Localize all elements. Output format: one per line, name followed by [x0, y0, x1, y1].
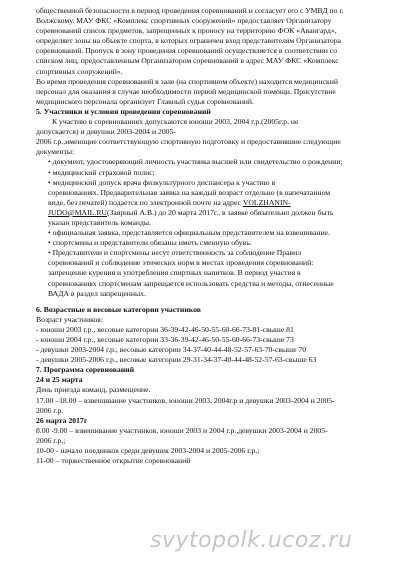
- email-link[interactable]: JUDO@MAIL.RU: [48, 207, 107, 217]
- section-heading: 5. Участники и условия проведения соревнований: [36, 106, 211, 116]
- email-link[interactable]: VOLZHANIN-: [242, 197, 291, 207]
- text-line: ВАДА в раздел запрещенных.: [48, 288, 146, 298]
- text-line: определяет зоны на объекте спорта, в которых ограничен вход представителям Организатора: [36, 36, 341, 46]
- document-page: [36, 6, 376, 466]
- text-line: общественной безопасности в период проведения соревнований и согласует его с УМВД по г.: [36, 6, 344, 15]
- program-date: 24 и 25 марта: [36, 375, 83, 385]
- category-line: - юноши 2004 г.р., весовые категории 33-36-39-42-46-50-55-60-66-73-свыше 73: [36, 335, 294, 344]
- section-participants: [36, 107, 376, 299]
- text-line: запрещение курения и употребления спиртных напитков. В период участия в: [48, 268, 301, 278]
- text-line: Волжскому. МАУ ФКС «Комплекс спортивных сооружений» предоставляет Организатору: [36, 16, 332, 26]
- bullet-item: • Представители и спортсмены несут ответственность за соблюдение Правил: [48, 248, 302, 258]
- bullet-item: • медицинский допуск врача физкультурного диспансера к участию в: [48, 177, 276, 187]
- text-line: медицинского персонала организует Главный судья соревнований.: [36, 96, 254, 106]
- text-line: документы:: [36, 147, 75, 157]
- section-categories: [36, 305, 376, 366]
- text-line: соревнований список предметов, запрещенных к проносу на территорию ФОК «Авангард»,: [36, 26, 337, 36]
- text-line: 11-00 – торжественное открытие соревнований: [36, 456, 191, 466]
- text-line: списком лиц, предоставленным Организатором соревнований в адрес МАУ ФКС «Комплекс: [36, 56, 339, 66]
- text-line: [36, 198, 376, 208]
- paragraph-safety: [36, 6, 376, 107]
- text-line: указан представитель команды.: [48, 217, 151, 227]
- text-line: Во время проведения соревнований в зале (на спортивном объекте) находится медицинский: [36, 76, 338, 86]
- text-line: 17.00 –18.00 – взвешивание участников, юноши 2003, 2004г.р и девушки 2003-2004 и 2005-: [36, 395, 335, 405]
- text-span: (Заярный А.В.) до 20 марта 2017г., в заявке обязательно должен быть: [106, 207, 334, 217]
- text-line: 2006 г.р.;: [36, 435, 66, 445]
- text-span: виде, без печатей) подается по электронной почте на адрес: [48, 197, 241, 207]
- section-program: [36, 365, 376, 466]
- watermark: svytopolk.ucoz.ru: [150, 528, 353, 553]
- text-line: соревнованиях. Предварительная заявка на каждый возраст отдельно (в напечатанном: [48, 187, 331, 197]
- bullet-item: • официальная заявка, представляется официальным представителем на взвешивание.: [48, 228, 330, 238]
- text-line: персонал для оказания в случае необходимости первой медицинской помощи. Присутствие: [36, 86, 336, 96]
- text-line: 2006 г.р.: [36, 405, 64, 415]
- text-line: допускается) и девушки 2003-2004 и 2005-: [36, 127, 176, 137]
- bullet-item: • документ, удостоверяющий личность участника высшей или свидетельство о рождении;: [48, 157, 343, 167]
- text-line: спортивных сооружений».: [36, 66, 123, 76]
- bullet-item: • спортсмены и представители обязаны иметь сменную обувь.: [48, 238, 252, 248]
- category-line: - девушки 2005-2006 г.р., весовые категории 29-31-34-37-40-44-48-52-57-63-свыше 63: [36, 355, 317, 365]
- section-heading: 6. Возрастные и весовые категории участников: [36, 304, 201, 314]
- text-line: 10-00 - начало поединков среди девушек 2003-2004 и 2005-2006 г.р.;: [36, 446, 260, 456]
- text-line: К участию в соревнованиях допускаются юноши 2003, 2004 г.р.(2005г.р. не: [52, 117, 299, 127]
- text-line: [36, 208, 376, 218]
- category-line: - девушки 2003-2004 г.р., весовые категории 34-37-40-44-48-52-57-63-70-свыше 70: [36, 345, 307, 355]
- text-line: соревнований и соблюдение этических норм в местах проведения соревнований:: [48, 258, 314, 268]
- text-line: Возраст участников:: [36, 314, 104, 324]
- text-line: 2006 г.р.,имеющие соответствующую спортивную подготовку и предоставившие следующие: [36, 137, 341, 147]
- text-line: День приезда команд, размещение.: [36, 385, 151, 395]
- text-line: 8.00 -9.00 – взвешивание участников, юноши 2003 и 2004 г.р.,девушки 2003-2004 и 2005-: [36, 425, 328, 435]
- bullet-item: • медицинский страховой полис;: [48, 167, 155, 177]
- program-date: 26 марта 2017г: [36, 415, 88, 425]
- text-line: соревнованиях спортсменам запрещается использовать средства и методы, отнесенные: [48, 278, 334, 288]
- category-line: - юноши 2003 г.р., весовые категории 36-39-42-46-50-55-60-66-73-81-свыше 81: [36, 324, 294, 334]
- text-line: соревнований. Пропуск в зону проведения соревнований осуществляется в соответствии со: [36, 46, 338, 56]
- section-heading: 7. Программа соревнований: [36, 365, 135, 375]
